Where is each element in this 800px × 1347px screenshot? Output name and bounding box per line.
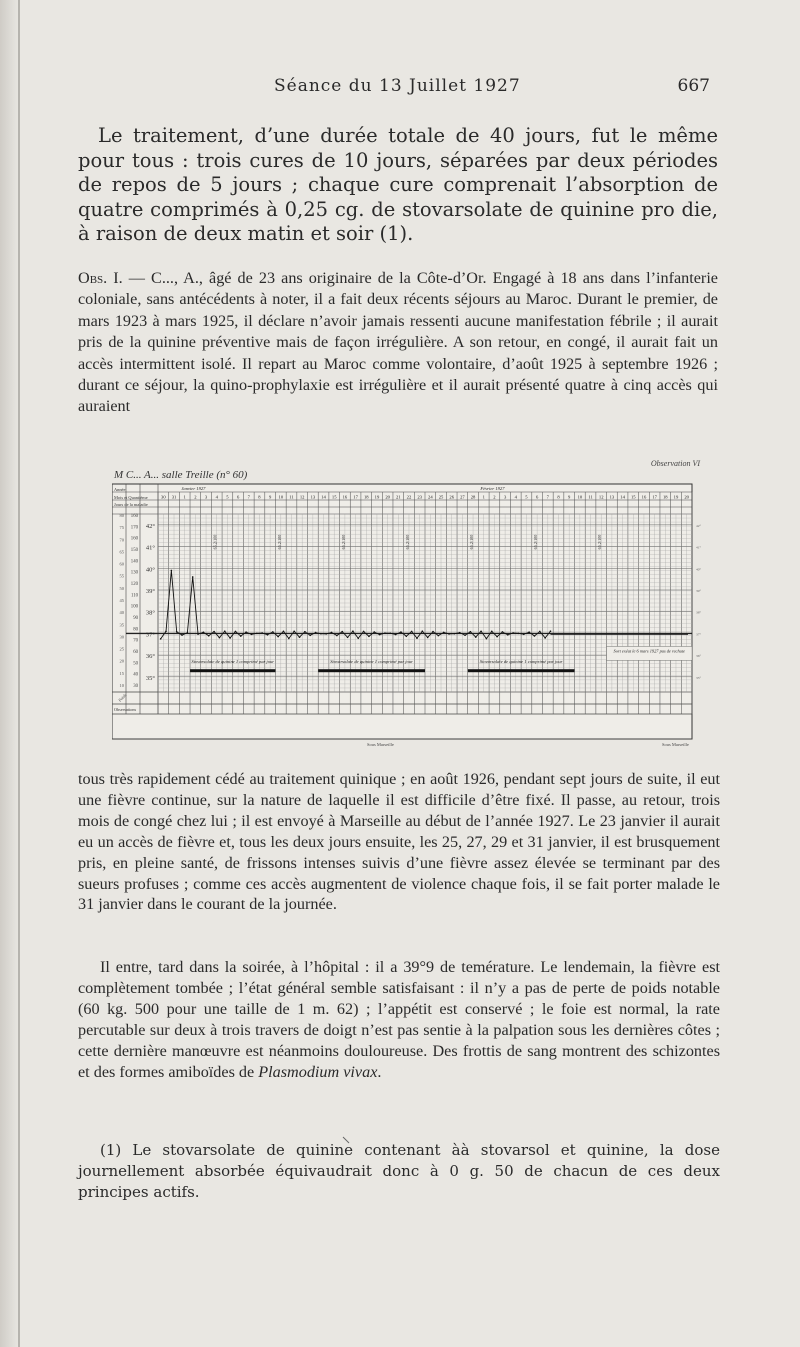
pulse-tick-label: 160: [130, 514, 138, 519]
chart-footer-right: Sous Marseille: [662, 742, 689, 747]
resp-tick-label: 45: [119, 598, 124, 603]
temperature-point: [251, 634, 253, 636]
temperature-point: [165, 630, 167, 632]
temperature-point: [406, 635, 408, 637]
temperature-point: [389, 632, 391, 634]
day-label: 16: [641, 494, 647, 500]
day-label: 20: [684, 494, 689, 500]
treatment-bar: [318, 669, 425, 672]
temperature-point: [325, 633, 327, 635]
temperature-point: [213, 631, 215, 633]
temperature-point: [347, 637, 349, 639]
day-label: 10: [577, 494, 583, 500]
dose-label: 65.2/100: [533, 534, 539, 550]
day-label: 7: [546, 494, 549, 500]
resp-tick-label: 15: [119, 670, 124, 676]
temperature-point: [464, 634, 466, 636]
day-label: 17: [353, 494, 358, 500]
resp-tick-label: 55: [119, 573, 124, 579]
temperature-point: [341, 631, 343, 633]
resp-tick-label: 80: [119, 513, 124, 518]
day-label: 19: [673, 494, 679, 500]
binding-edge: [18, 0, 20, 1347]
temperature-point: [523, 633, 525, 635]
temperature-point: [309, 635, 311, 637]
day-label: 3: [204, 494, 208, 500]
temp-tick-right: 38°: [696, 610, 701, 615]
day-label: 25: [438, 494, 444, 500]
temp-tick-label: 37°: [145, 631, 155, 639]
temperature-point: [224, 630, 226, 632]
temperature-point: [315, 632, 317, 634]
page-number: 667: [677, 76, 710, 96]
temperature-point: [422, 630, 424, 632]
temp-tick-right: 36°: [696, 654, 701, 659]
temperature-point: [208, 635, 210, 637]
day-label: 5: [525, 494, 528, 500]
resp-tick-label: 65: [119, 549, 124, 555]
temp-tick-label: 40°: [145, 566, 155, 574]
day-label: 4: [215, 494, 218, 500]
resp-tick-label: 50: [119, 585, 124, 591]
temperature-point: [357, 637, 359, 639]
temperature-point: [475, 636, 477, 638]
chart-observation-label: Observation VI: [650, 459, 700, 468]
temperature-point: [288, 638, 290, 640]
day-label: 12: [598, 494, 604, 500]
day-label: 8: [258, 494, 261, 500]
species-name: Plasmodium vivax: [258, 1062, 378, 1081]
temperature-point: [443, 632, 445, 634]
temperature-point: [197, 633, 199, 635]
weight-row-label: Poids: [117, 692, 128, 703]
temperature-point: [459, 632, 461, 634]
temp-tick-label: 41°: [145, 544, 155, 552]
pulse-tick-label: 80: [133, 627, 138, 633]
pulse-tick-label: 130: [130, 570, 138, 576]
temp-tick-label: 36°: [145, 653, 155, 661]
dose-label: 65.2/100: [212, 534, 218, 550]
day-label: 11: [588, 494, 593, 500]
temperature-point: [176, 631, 178, 633]
temperature-point: [331, 632, 333, 634]
resp-tick-label: 10: [119, 683, 124, 688]
temperature-point: [171, 570, 173, 572]
resp-tick-label: 40: [119, 610, 124, 616]
temperature-point: [379, 634, 381, 636]
temperature-point: [518, 633, 520, 635]
temperature-point: [368, 636, 370, 638]
resp-tick-label: 70: [119, 537, 124, 543]
day-label: 21: [396, 494, 401, 500]
header-row-label: Jours de la maladie: [114, 502, 148, 507]
treatment-label: Stovarsolate de quinine 1 comprimé par jour: [191, 659, 275, 665]
pulse-tick-label: 30: [133, 684, 138, 689]
admission-end: .: [377, 1062, 382, 1081]
page-gutter: [0, 0, 20, 1347]
day-label: 10: [278, 494, 284, 500]
paragraph-intro: Le traitement, d’une durée totale de 40 jours, fut le même pour tous : trois cures de 10 jours, séparées par deux périodes de repos de 5 jours ; chaque cure comprenait l’absorption de quatre comprimés à 0,25 cg. de stovarsolate de quinine pro die, à raison de deux matin et soir (1).: [78, 124, 718, 246]
treatment-bar: [190, 669, 275, 672]
temp-tick-label: 38°: [145, 609, 155, 617]
temperature-point: [544, 637, 546, 639]
footnote: (1) Le stovarsolate de quinine contenant àà stovarsol et quinine, la dose journellement absorbée équivaudrait donc à 0 g. 50 de chacun de ces deux principes actifs.: [78, 1141, 720, 1201]
temperature-point: [411, 631, 413, 633]
pulse-tick-label: 120: [130, 582, 138, 587]
header-row-label: Mois et Quantième: [114, 495, 148, 500]
admission-text: Il entre, tard dans la soirée, à l’hôpital : il a 39°9 de temérature. Le lendemain, la fièvre est complètement tombée ; l’état général semble satisfaisant : il n’y a pas de perte de poids notable (60 kg. 500 pour une taille de 1 m. 62) ; l’appétit est conservé ; le foie est normal, la rate percutable sur deux à trois travers de doigt n’est pas sentie à la palpation sous les dernières côtes ; cette dernière manœuvre est néanmoins douloureuse. Des frottis de sang montrent des schizontes et des formes amiboïdes de: [78, 958, 720, 1081]
temperature-point: [192, 576, 194, 578]
temperature-point: [438, 635, 440, 637]
dose-label: 65.2/100: [340, 534, 346, 550]
pulse-tick-label: 160: [130, 536, 138, 542]
temperature-point: [160, 638, 162, 640]
header-row-label: Année: [114, 487, 126, 492]
day-label: 6: [535, 494, 539, 500]
day-label: 26: [449, 494, 454, 500]
temperature-point: [512, 632, 514, 634]
temperature-point: [448, 633, 450, 635]
temp-tick-right: 37°: [696, 632, 701, 637]
temperature-point: [539, 631, 541, 633]
pulse-tick-label: 170: [130, 525, 138, 531]
temperature-point: [363, 631, 365, 633]
day-label: 2: [194, 494, 197, 500]
chart-footer-left: Sous Marseille: [367, 742, 394, 747]
day-label: 31: [171, 494, 177, 500]
dose-label: 65.2/100: [276, 534, 282, 550]
running-header: [78, 76, 718, 100]
day-label: 19: [374, 494, 380, 500]
day-label: 2: [493, 494, 496, 500]
temperature-point: [432, 631, 434, 633]
resp-tick-label: 60: [119, 561, 124, 567]
temperature-point: [454, 633, 456, 635]
temperature-point: [550, 630, 552, 632]
temperature-point: [491, 631, 493, 633]
day-label: 12: [299, 494, 305, 500]
resp-tick-label: 30: [119, 634, 124, 640]
temperature-point: [470, 631, 472, 633]
day-label: 30: [161, 494, 166, 500]
day-label: 28: [470, 494, 476, 500]
month-label: Février 1927: [480, 486, 505, 491]
day-label: 14: [321, 494, 326, 500]
temperature-point: [272, 631, 274, 633]
day-label: 15: [630, 494, 636, 500]
paragraph-admission: [78, 957, 720, 1082]
temperature-point: [235, 631, 237, 633]
temperature-point: [261, 632, 263, 634]
temperature-point: [528, 631, 530, 633]
day-label: 24: [428, 494, 433, 500]
day-label: 18: [663, 494, 668, 500]
day-label: 27: [460, 494, 465, 500]
temperature-chart-svg: [112, 452, 702, 750]
day-label: 5: [226, 494, 229, 500]
pulse-tick-label: 40: [133, 672, 138, 678]
pulse-tick-label: 50: [133, 661, 138, 667]
temperature-point: [267, 634, 269, 636]
temperature-point: [320, 633, 322, 635]
temperature-point: [283, 631, 285, 633]
dose-label: 65.2/100: [597, 534, 603, 550]
temp-tick-right: 35°: [696, 675, 701, 680]
day-label: 8: [557, 494, 560, 500]
day-label: 9: [268, 494, 272, 500]
resp-tick-label: 75: [119, 525, 124, 531]
pulse-tick-label: 90: [133, 616, 138, 621]
resp-tick-label: 25: [119, 646, 124, 652]
temperature-point: [203, 631, 205, 633]
temp-tick-right: 42°: [696, 523, 701, 528]
observation-paragraph: [78, 268, 718, 418]
temperature-point: [293, 630, 295, 632]
temperature-chart: [112, 452, 702, 750]
temperature-point: [336, 635, 338, 637]
temp-tick-label: 39°: [145, 587, 155, 595]
temperature-point: [427, 637, 429, 639]
day-label: 6: [236, 494, 240, 500]
day-label: 18: [363, 494, 369, 500]
temperature-point: [395, 634, 397, 636]
resp-tick-label: 20: [119, 658, 124, 664]
temperature-point: [373, 631, 375, 633]
temp-tick-label: 42°: [145, 522, 155, 530]
temperature-point: [534, 635, 536, 637]
treatment-bar: [468, 669, 575, 672]
header-title: Séance du 13 Juillet 1927: [274, 76, 521, 96]
day-label: 13: [609, 494, 615, 500]
pulse-tick-label: 150: [130, 548, 138, 553]
temperature-point: [507, 634, 509, 636]
chart-title: M C... A... salle Treille (n° 60): [114, 469, 248, 481]
temperature-point: [502, 631, 504, 633]
pulse-tick-label: 100: [130, 604, 138, 610]
observation-text: — C..., A., âgé de 23 ans originaire de la Côte-d’Or. Engagé à 18 ans dans l’infanterie coloniale, sans antécédents à noter, il a fait deux récents séjours au Maroc. Durant le premier, de mars 1923 à mars 1925, il déclare n’avoir jamais ressenti aucune manifestation fébrile ; il aurait pris de la quinine préventive mais de façon irrégulière. A son retour, en congé, il aurait fait un accès intermittent isolé. Il repart au Maroc comme volontaire, d’août 1925 à septembre 1926 ; durant ce séjour, la quino-prophylaxie est irrégulière et il aurait présenté quatre à cinq accès qui auraient: [78, 269, 718, 416]
day-label: 16: [342, 494, 348, 500]
pulse-tick-label: 70: [133, 638, 138, 644]
temperature-point: [486, 638, 488, 640]
discharge-annotation: Sort exéat le 6 mars 1927 pas de rechute: [613, 648, 686, 654]
temperature-point: [480, 630, 482, 632]
day-label: 3: [503, 494, 507, 500]
temperature-point: [352, 630, 354, 632]
paragraph-continued: tous très rapidement cédé au traitement quinique ; en août 1926, pendant sept jours de suite, il eut une fièvre continue, sur la nature de laquelle il est difficile d’être fixé. Il passe, au retour, trois mois de congé chez lui ; il est envoyé à Marseille au début de l’année 1927. Le 23 janvier il aurait eu un accès de fièvre et, tous les deux jours ensuite, les 25, 27, 29 et 31 janvier, il est brusquement pris, en pleine santé, de frissons intenses suivis d’une fièvre assez élevée se terminant par des sueurs profuses ; comme ces accès augmentent de violence chaque fois, il se fait porter malade le 31 janvier dans le courant de la journée.: [78, 770, 720, 914]
dose-label: 65.2/100: [469, 534, 475, 550]
day-label: 20: [385, 494, 390, 500]
temperature-point: [400, 631, 402, 633]
resp-tick-label: 35: [119, 622, 124, 628]
pulse-tick-label: 140: [130, 559, 138, 565]
observations-row-label: Observations: [114, 707, 137, 712]
chart-grid: [112, 484, 692, 739]
temperature-point: [187, 632, 189, 634]
temp-tick-right: 39°: [696, 588, 701, 593]
temp-tick-right: 40°: [696, 567, 701, 572]
day-label: 1: [482, 494, 485, 500]
pulse-tick-label: 60: [133, 650, 138, 655]
temperature-point: [384, 632, 386, 634]
temperature-point: [240, 635, 242, 637]
temperature-point: [496, 636, 498, 638]
day-label: 7: [247, 494, 250, 500]
month-label: Janvier 1927: [181, 486, 206, 491]
day-label: 1: [183, 494, 186, 500]
pulse-tick-label: 110: [130, 593, 138, 599]
temperature-point: [256, 632, 258, 634]
day-label: 17: [652, 494, 657, 500]
day-label: 9: [568, 494, 571, 500]
observation-lead: Obs. I.: [78, 269, 123, 287]
temperature-point: [219, 637, 221, 639]
day-label: 13: [310, 494, 316, 500]
temperature-point: [229, 637, 231, 639]
day-label: 4: [514, 494, 517, 500]
temperature-point: [304, 631, 306, 633]
temp-tick-right: 41°: [696, 545, 701, 550]
day-label: 14: [620, 494, 625, 500]
treatment-label: Stovarsolate de quinine 1 comprimé par jour: [479, 659, 563, 665]
temperature-point: [299, 636, 301, 638]
day-label: 11: [289, 494, 294, 500]
temperature-point: [181, 634, 183, 636]
temperature-point: [277, 636, 279, 638]
day-label: 23: [417, 494, 422, 500]
dose-label: 65.2/100: [404, 534, 410, 550]
temperature-point: [416, 637, 418, 639]
temperature-point: [245, 631, 247, 633]
temp-tick-label: 35°: [145, 674, 155, 682]
day-label: 15: [331, 494, 337, 500]
day-label: 22: [406, 494, 412, 500]
treatment-label: Stovarsolate de quinine 1 comprimé par jour: [330, 659, 413, 665]
